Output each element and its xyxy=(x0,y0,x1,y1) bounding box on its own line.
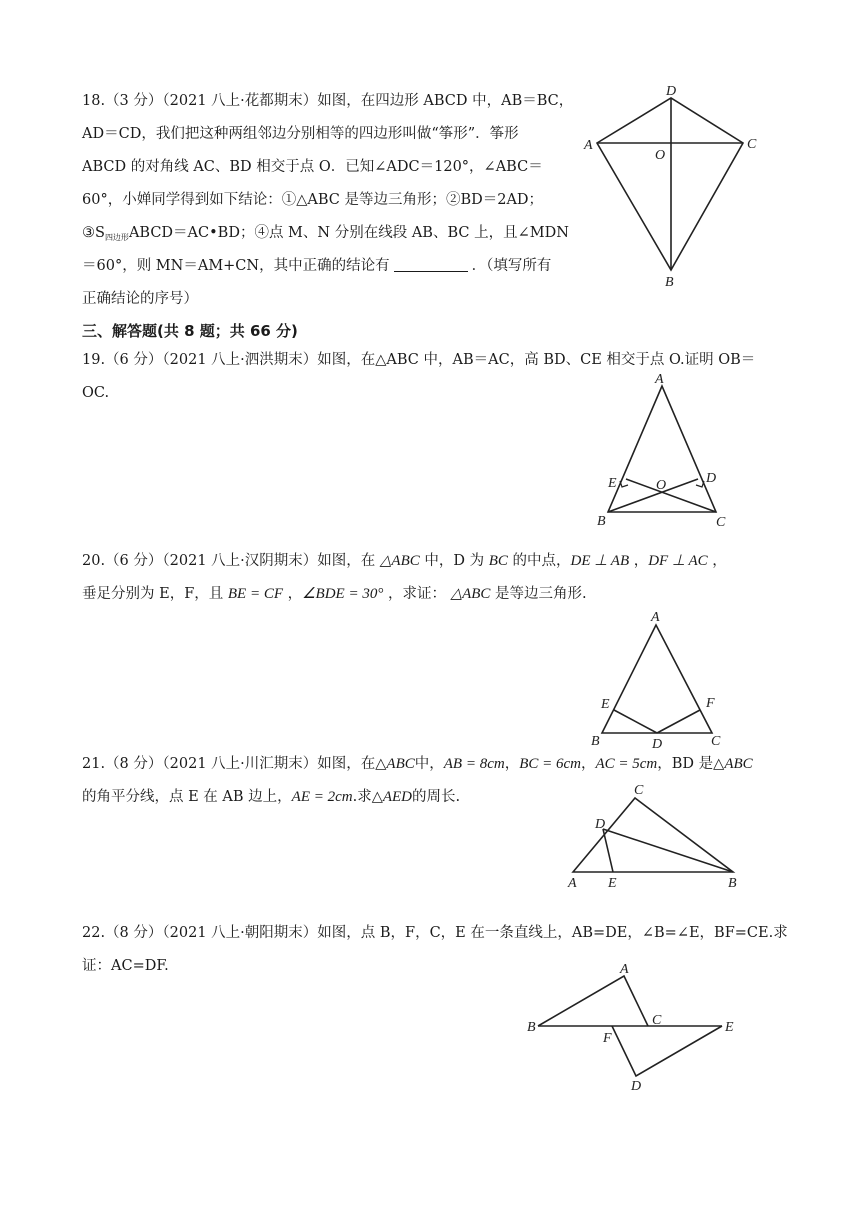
q21-text: 的周长. xyxy=(412,789,461,805)
q20-label-e: E xyxy=(601,697,610,712)
q21-math-bc: BC = 6cm xyxy=(519,756,581,772)
q22-line-1: 22.（8 分）（2021 八上·朝阳期末）如图，点 B，F，C，E 在一条直线上，AB=DE，∠B=∠E，BF=CE.求 xyxy=(82,925,788,941)
q18-label-o: O xyxy=(655,148,666,163)
q22-triangle-abc xyxy=(538,976,648,1026)
q21-label-b: B xyxy=(728,876,737,891)
q22-triangle-dfe xyxy=(612,1026,722,1076)
q22-label-b: B xyxy=(527,1020,536,1035)
q21-label-e: E xyxy=(608,876,617,891)
q20-text: ， xyxy=(707,553,727,569)
q18-line-5b: ABCD＝AC•BD；④点 M、N 分别在线段 AB、BC 上，且∠MDN xyxy=(128,225,569,241)
q18-line-3: ABCD 的对角线 AC、BD 相交于点 O．已知∠ADC＝120°，∠ABC＝ xyxy=(82,159,543,175)
q21-text: ， xyxy=(504,756,520,772)
q22-line-2: 证：AC=DF. xyxy=(82,958,169,974)
q18-line-5a: ③S xyxy=(82,225,105,241)
q18-label-d: D xyxy=(666,84,677,99)
q20-math-bc: BC xyxy=(488,553,508,569)
q19-label-a: A xyxy=(655,372,664,387)
q21-text: .求△ xyxy=(352,789,383,805)
q19-label-d: D xyxy=(706,471,717,486)
q22-label-a: A xyxy=(620,962,629,977)
q20-text: 是等边三角形. xyxy=(490,586,587,602)
section-3-title: 三、解答题(共 8 题；共 66 分) xyxy=(82,322,298,340)
q20-math-abc: △ABC xyxy=(450,586,491,602)
q20-text: ， xyxy=(283,586,303,602)
q19-line-1: 19.（6 分）（2021 八上·泗洪期末）如图，在△ABC 中，AB＝AC，高 BD、CE 相交于点 O.证明 OB＝ xyxy=(82,352,756,368)
q18-line-2: AD＝CD，我们把这种两组邻边分别相等的四边形叫做“筝形”．筝形 xyxy=(82,126,519,142)
q20-label-b: B xyxy=(591,734,600,749)
q20-label-c: C xyxy=(711,734,721,749)
q18-label-c: C xyxy=(747,137,757,152)
q19-label-o: O xyxy=(656,478,667,493)
q18-line-6b: ．（填写所有 xyxy=(471,258,552,274)
q21-text: 中， xyxy=(414,756,444,772)
q21-math-aed: AED xyxy=(382,789,413,805)
q21-math-abc: ABC xyxy=(724,756,753,772)
q20-label-a: A xyxy=(651,610,660,625)
q20-math-de-perp: DE ⊥ AB xyxy=(570,553,630,569)
q20-math-df-perp: DF ⊥ AC xyxy=(648,553,708,569)
q18-line-1: 18.（3 分）（2021 八上·花都期末）如图，在四边形 ABCD 中，AB＝BC， xyxy=(82,93,574,109)
q20-text: 的中点， xyxy=(507,553,571,569)
q20-text: 20.（6 分）（2021 八上·汉阴期末）如图，在 xyxy=(82,553,380,569)
q21-text: ， xyxy=(580,756,596,772)
q22-label-e: E xyxy=(725,1020,734,1035)
q22-label-c: C xyxy=(652,1013,662,1028)
q21-label-a: A xyxy=(568,876,577,891)
q18-line-6a: ＝60°，则 MN＝AM+CN，其中正确的结论有 xyxy=(82,258,390,274)
q20-text: ，求证： xyxy=(383,586,451,602)
q21-text: ，BD 是△ xyxy=(657,756,725,772)
q19-label-e: E xyxy=(608,476,617,491)
q21-math-abc: ABC xyxy=(386,756,415,772)
q20-text: 垂足分别为 E，F，且 xyxy=(82,586,228,602)
q20-math-angle: ∠BDE = 30° xyxy=(302,586,384,602)
q18-label-b: B xyxy=(665,275,674,290)
q19-label-c: C xyxy=(716,515,726,530)
q21-text: 的角平分线，点 E 在 AB 边上， xyxy=(82,789,292,805)
q21-text: 21.（8 分）（2021 八上·川汇期末）如图，在△ xyxy=(82,756,387,772)
q18-line-4: 60°，小婵同学得到如下结论：①△ABC 是等边三角形；②BD＝2AD； xyxy=(82,192,544,208)
q19-label-b: B xyxy=(597,514,606,529)
q18-label-a: A xyxy=(584,138,593,153)
q19-line-2: OC. xyxy=(82,385,110,401)
q20-text: 中，D 为 xyxy=(419,553,489,569)
q21-label-d: D xyxy=(595,817,606,832)
q20-math-be-cf: BE = CF xyxy=(227,586,283,602)
q22-label-f: F xyxy=(603,1031,612,1046)
q20-math-abc: △ABC xyxy=(379,553,420,569)
q21-math-ae: AE = 2cm xyxy=(291,789,353,805)
q18-line-7: 正确结论的序号） xyxy=(82,291,198,307)
q21-math-ac: AC = 5cm xyxy=(595,756,658,772)
q21-label-c: C xyxy=(634,783,644,798)
q22-label-d: D xyxy=(631,1079,642,1094)
q18-area-subscript: 四边形 xyxy=(104,233,129,242)
q20-label-f: F xyxy=(706,696,715,711)
q20-text: ， xyxy=(629,553,649,569)
q21-math-ab: AB = 8cm xyxy=(443,756,505,772)
q20-label-d: D xyxy=(652,737,663,752)
